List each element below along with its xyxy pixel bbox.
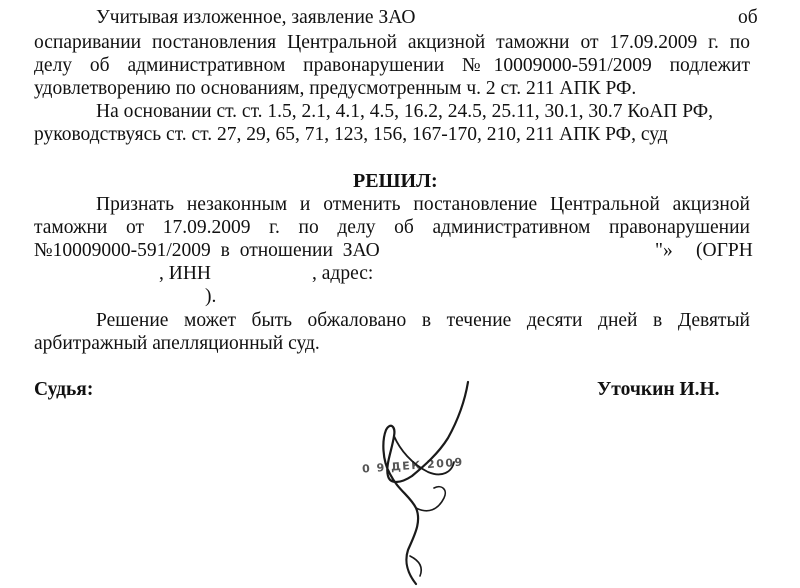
para1-line3: делу об административном правонарушении №10009000-591/2009 подлежит [34,55,750,76]
judge-label: Судья: [34,379,94,400]
para1-line1-end: об [738,7,758,28]
para3-line4-inn: , ИНН [159,263,211,284]
para3-line1: Признать незаконным и отменить постановление Центральной акцизной [96,194,750,215]
date-stamp: 0 9 ДЕК 2009 [361,455,465,476]
para3-line4-address: , адрес: [312,263,374,284]
para3-line5: ). [205,286,217,307]
para3-line2: таможни от 17.09.2009 г. по делу об административном правонарушении [34,217,750,238]
para3-line3-start: №10009000-591/2009 в отношении ЗАО [34,240,380,261]
decision-heading: РЕШИЛ: [353,170,438,192]
para4-line1: Решение может быть обжаловано в течение десяти дней в Девятый [96,310,750,331]
para1-line4: удовлетворению по основаниям, предусмотренным ч. 2 ст. 211 АПК РФ. [34,78,637,99]
para3-line3-end: (ОГРН [696,240,753,261]
judge-name: Уточкин И.Н. [597,379,720,400]
handwritten-signature [320,380,480,588]
para1-line1-start: Учитывая изложенное, заявление ЗАО [96,7,416,28]
para4-line2: арбитражный апелляционный суд. [34,333,320,354]
para3-line3-quote: "» [655,240,673,261]
para2-line2: руководствуясь ст. ст. 27, 29, 65, 71, 123, 156, 167-170, 210, 211 АПК РФ, суд [34,124,668,145]
para2-line1: На основании ст. ст. 1.5, 2.1, 4.1, 4.5, 16.2, 24.5, 25.11, 30.1, 30.7 КоАП РФ, [96,101,714,122]
para1-line2: оспаривании постановления Центральной акцизной таможни от 17.09.2009 г. по [34,32,750,53]
